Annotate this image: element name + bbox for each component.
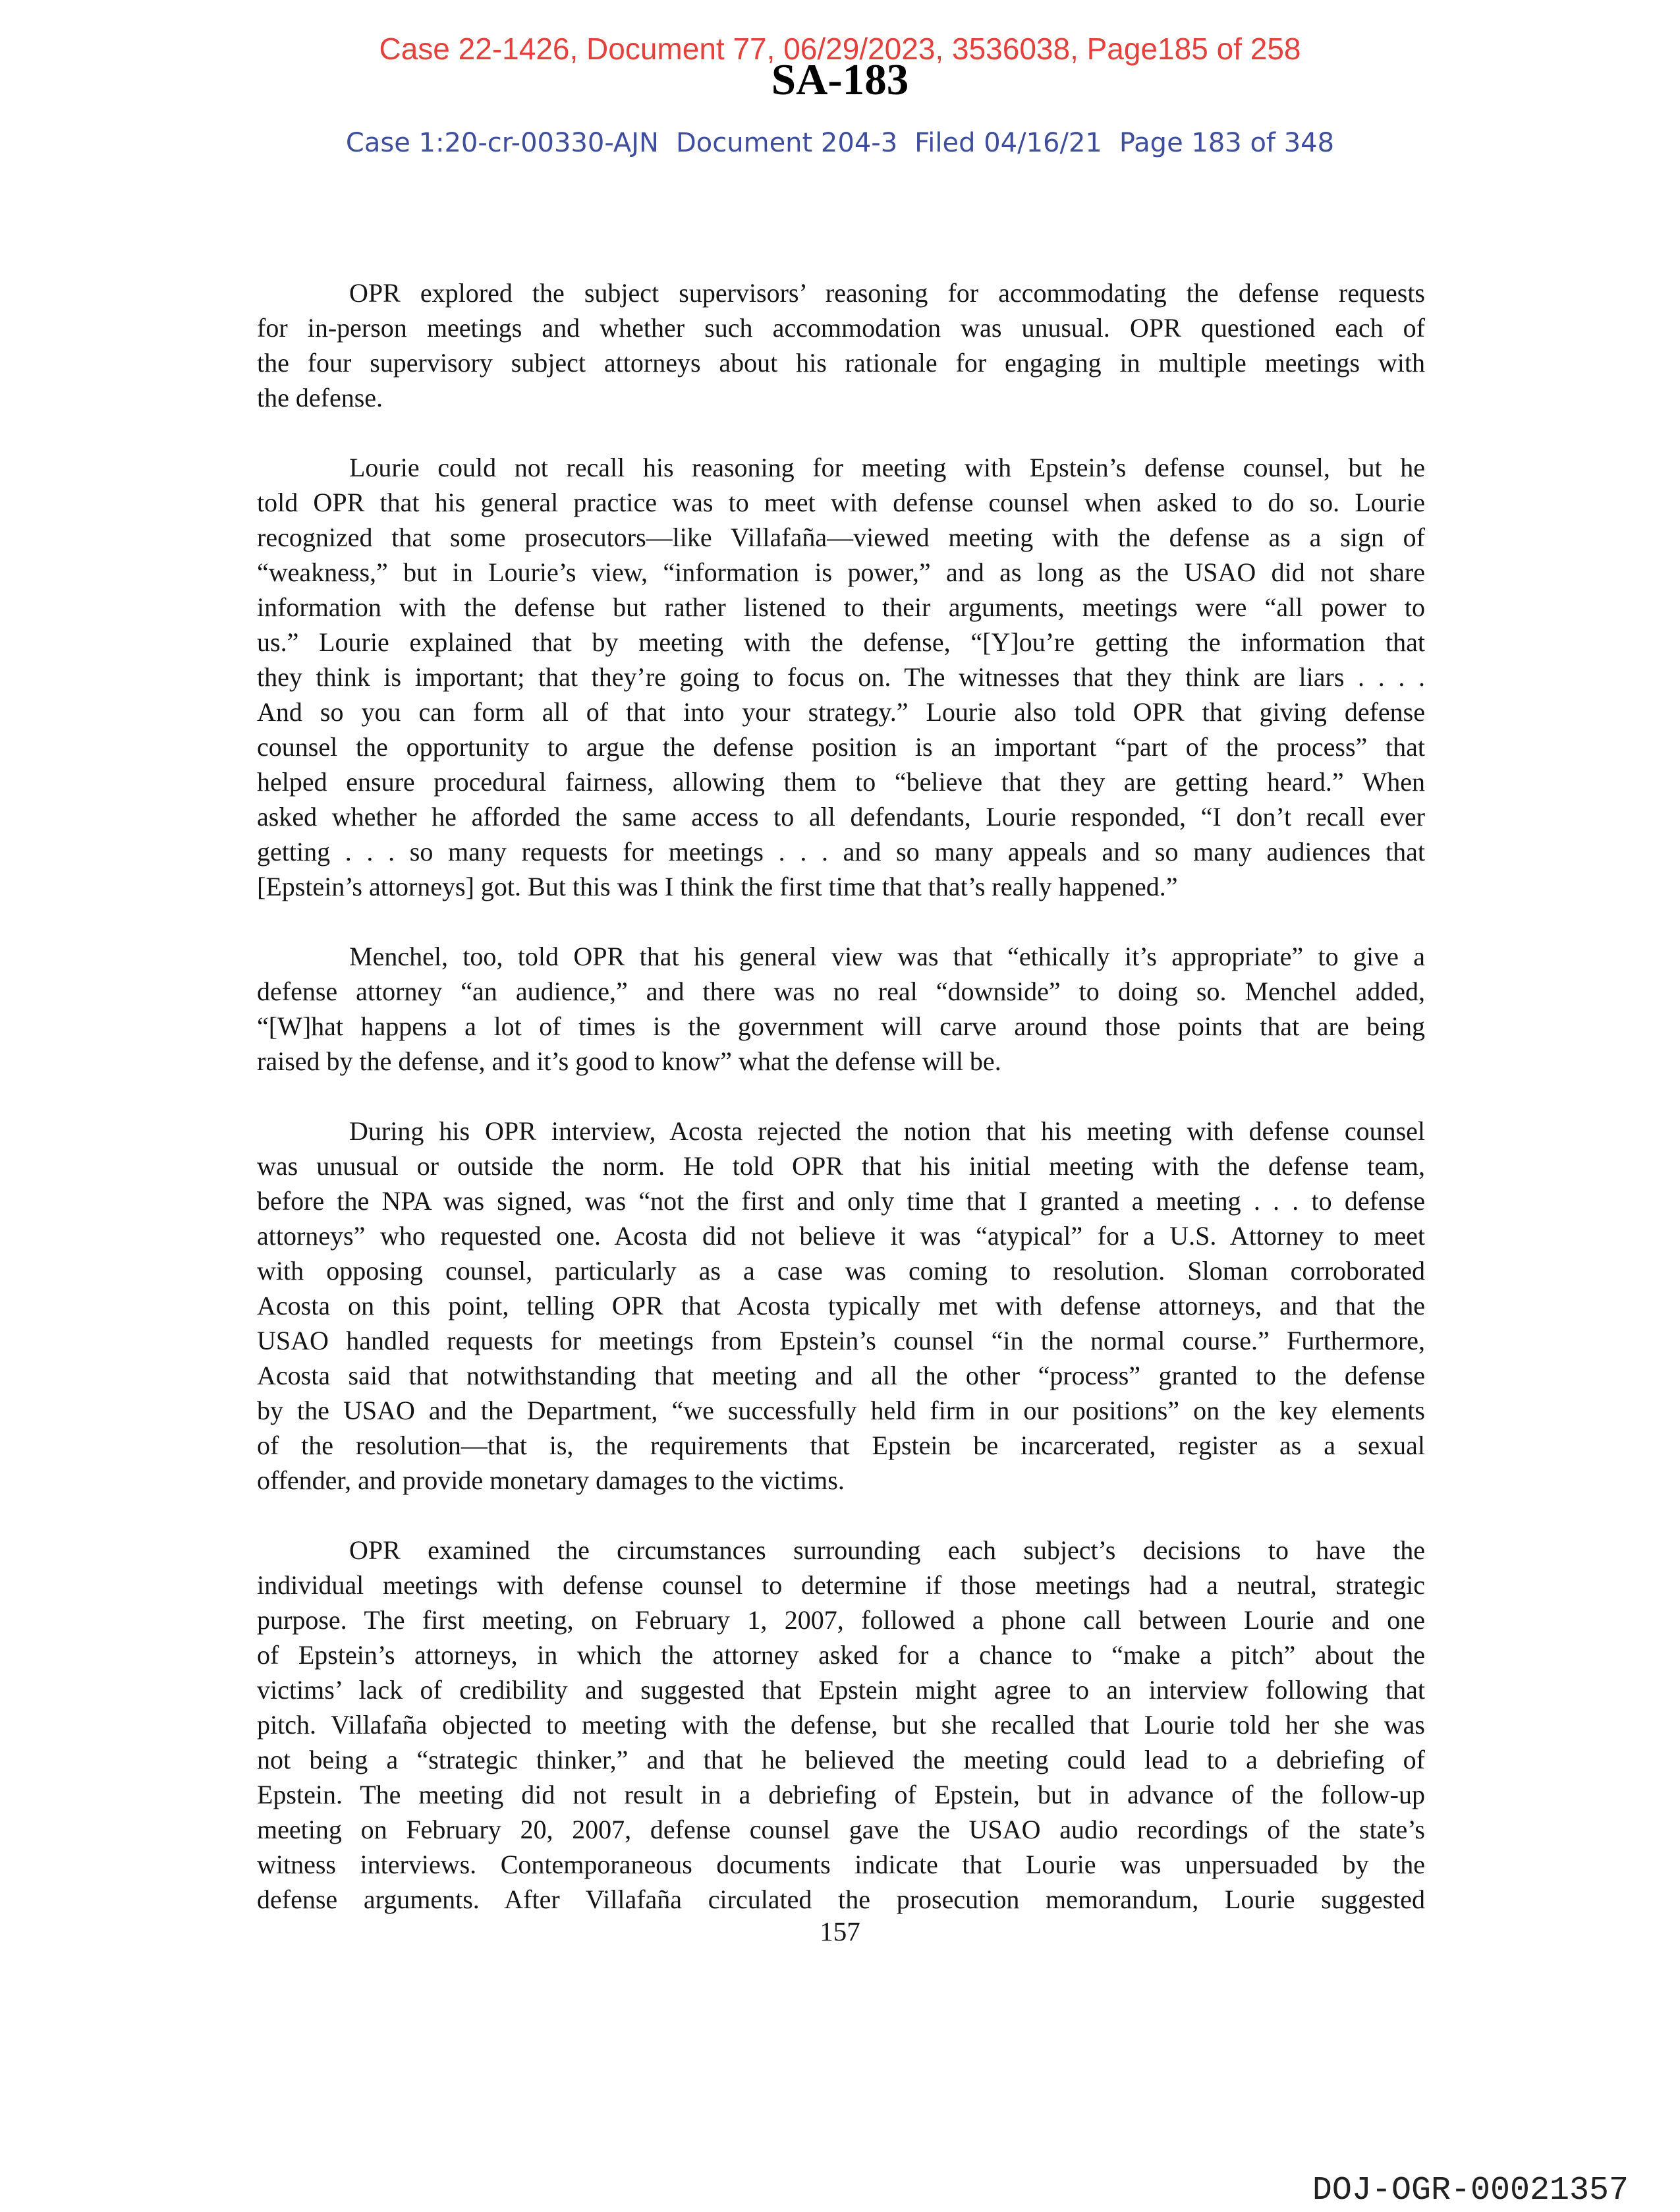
- text-line: OPR explored the subject supervisors’ reasoning for accommodating the defense requests: [349, 278, 1425, 308]
- text-line: Lourie could not recall his reasoning for meeting with Epstein’s defense counsel, but he: [349, 453, 1425, 482]
- text-line: defense arguments. After Villafaña circulated the prosecution memorandum, Lourie suggested: [257, 1885, 1425, 1914]
- text-line: was unusual or outside the norm. He told OPR that his initial meeting with the defense team,: [257, 1151, 1425, 1181]
- district-stamp-case: Case 1:20-cr-00330-AJN: [345, 128, 659, 158]
- text-line: by the USAO and the Department, “we successfully held firm in our positions” on the key elements: [257, 1396, 1425, 1425]
- text-line: Acosta said that notwithstanding that meeting and all the other “process” granted to the defense: [257, 1361, 1425, 1390]
- text-line: victims’ lack of credibility and suggested that Epstein might agree to an interview following that: [257, 1675, 1425, 1705]
- text-line: USAO handled requests for meetings from Epstein’s counsel “in the normal course.” Furthermore,: [257, 1326, 1425, 1355]
- text-line: not being a “strategic thinker,” and that he believed the meeting could lead to a debriefing of: [257, 1745, 1425, 1774]
- text-line: with opposing counsel, particularly as a case was coming to resolution. Sloman corroborated: [257, 1256, 1425, 1286]
- page-number: 157: [820, 1916, 860, 1946]
- text-line: witness interviews. Contemporaneous documents indicate that Lourie was unpersuaded by the: [257, 1850, 1425, 1879]
- text-line: Acosta on this point, telling OPR that Acosta typically met with defense attorneys, and that the: [257, 1291, 1425, 1320]
- paragraph: [257, 1533, 1425, 1917]
- text-line: of Epstein’s attorneys, in which the attorney asked for a chance to “make a pitch” about the: [257, 1640, 1425, 1670]
- text-line: [Epstein’s attorneys] got. But this was I think the first time that that’s really happened.”: [257, 872, 1178, 901]
- text-line: pitch. Villafaña objected to meeting with the defense, but she recalled that Lourie told her she was: [257, 1710, 1425, 1740]
- text-line: attorneys” who requested one. Acosta did not believe it was “atypical” for a U.S. Attorney to meet: [257, 1221, 1425, 1251]
- district-stamp-document: Document 204-3: [675, 128, 898, 158]
- text-line: asked whether he afforded the same access to all defendants, Lourie responded, “I don’t recall ever: [257, 802, 1425, 832]
- text-line: the four supervisory subject attorneys about his rationale for engaging in multiple meetings with: [257, 348, 1425, 378]
- district-stamp-filed: Filed 04/16/21: [914, 128, 1102, 158]
- paragraph: [257, 450, 1425, 904]
- text-line: individual meetings with defense counsel to determine if those meetings had a neutral, strategic: [257, 1570, 1425, 1600]
- text-line: Epstein. The meeting did not result in a debriefing of Epstein, but in advance of the follow-up: [257, 1780, 1425, 1809]
- text-line: During his OPR interview, Acosta rejected the notion that his meeting with defense counsel: [349, 1116, 1425, 1146]
- text-line: us.” Lourie explained that by meeting with the defense, “[Y]ou’re getting the information that: [257, 627, 1425, 657]
- text-line: offender, and provide monetary damages to the victims.: [257, 1465, 845, 1495]
- text-line: purpose. The first meeting, on February 1, 2007, followed a phone call between Lourie and one: [257, 1605, 1425, 1635]
- body-text: [257, 275, 1425, 1917]
- text-line: recognized that some prosecutors—like Villafaña—viewed meeting with the defense as a sign of: [257, 523, 1425, 552]
- text-line: OPR examined the circumstances surrounding each subject’s decisions to have the: [349, 1535, 1425, 1565]
- appellate-ecf-stamp: Case 22-1426, Document 77, 06/29/2023, 3536038, Page185 of 258: [379, 32, 1301, 66]
- text-line: of the resolution—that is, the requirements that Epstein be incarcerated, register as a sexual: [257, 1431, 1425, 1460]
- text-line: the defense.: [257, 383, 383, 412]
- paragraph: [257, 1114, 1425, 1498]
- text-line: Menchel, too, told OPR that his general view was that “ethically it’s appropriate” to give a: [349, 942, 1425, 971]
- district-ecf-stamp: [0, 128, 1680, 158]
- text-line: getting . . . so many requests for meetings . . . and so many appeals and so many audiences that: [257, 837, 1425, 866]
- text-line: before the NPA was signed, was “not the first and only time that I granted a meeting . . . to defense: [257, 1186, 1425, 1216]
- text-line: “[W]hat happens a lot of times is the government will carve around those points that are being: [257, 1011, 1425, 1041]
- district-stamp-page: Page 183 of 348: [1119, 128, 1335, 158]
- bates-number: DOJ-OGR-00021357: [1312, 2172, 1629, 2209]
- paragraph: [257, 275, 1425, 415]
- text-line: And so you can form all of that into your strategy.” Lourie also told OPR that giving defense: [257, 697, 1425, 727]
- text-line: “weakness,” but in Lourie’s view, “information is power,” and as long as the USAO did not share: [257, 557, 1425, 587]
- text-line: raised by the defense, and it’s good to know” what the defense will be.: [257, 1046, 1001, 1076]
- text-line: counsel the opportunity to argue the defense position is an important “part of the process” that: [257, 732, 1425, 762]
- text-line: meeting on February 20, 2007, defense counsel gave the USAO audio recordings of the state’s: [257, 1815, 1425, 1844]
- text-line: defense attorney “an audience,” and there was no real “downside” to doing so. Menchel added,: [257, 977, 1425, 1006]
- text-line: helped ensure procedural fairness, allowing them to “believe that they are getting heard.” When: [257, 767, 1425, 797]
- text-line: told OPR that his general practice was to meet with defense counsel when asked to do so. Lourie: [257, 488, 1425, 517]
- paragraph: [257, 939, 1425, 1079]
- text-line: information with the defense but rather listened to their arguments, meetings were “all power to: [257, 592, 1425, 622]
- supplemental-appendix-page-label: SA-183: [771, 55, 909, 104]
- text-line: they think is important; that they’re going to focus on. The witnesses that they think are liars . . . .: [257, 662, 1425, 692]
- text-line: for in-person meetings and whether such accommodation was unusual. OPR questioned each of: [257, 313, 1425, 343]
